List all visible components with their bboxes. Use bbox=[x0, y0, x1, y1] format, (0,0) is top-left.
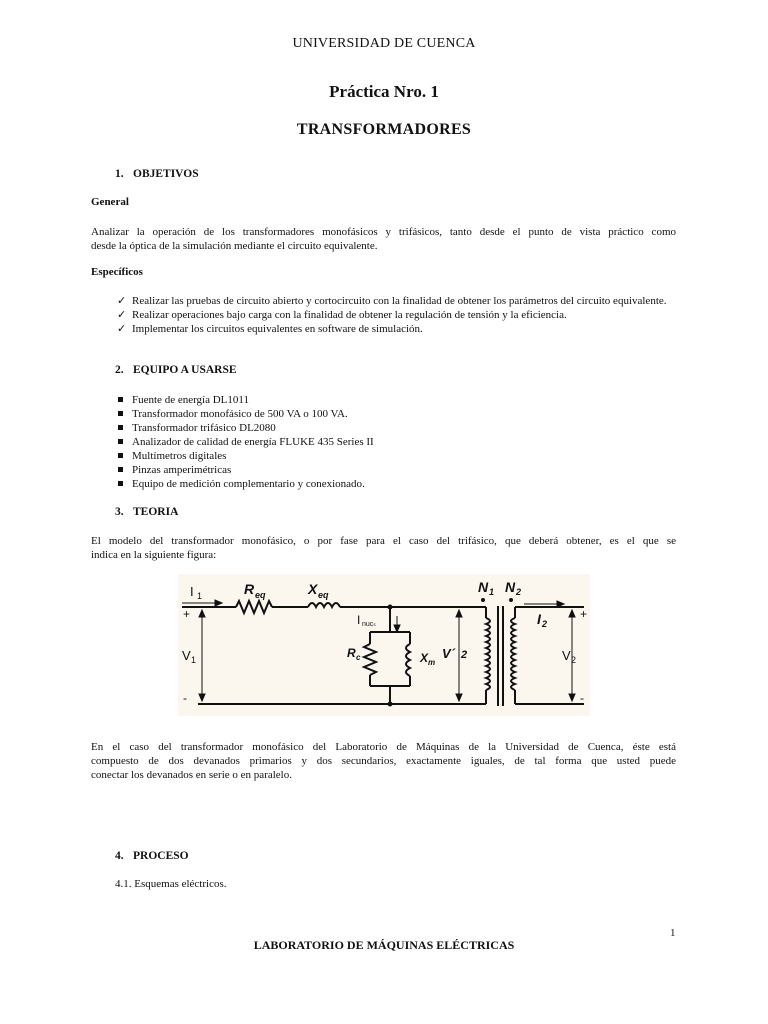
bullet-icon bbox=[118, 411, 123, 416]
n2-subscript: 2 bbox=[516, 587, 522, 597]
section-heading-process: 4. PROCESO bbox=[115, 850, 189, 862]
v1-label: V bbox=[182, 648, 191, 663]
list-item: Equipo de medición complementario y conexionado. bbox=[117, 477, 374, 491]
specific-heading: Específicos bbox=[91, 266, 143, 278]
bullet-icon bbox=[118, 439, 123, 444]
footer-lab-name: LABORATORIO DE MÁQUINAS ELÉCTRICAS bbox=[253, 938, 515, 952]
list-item: ✓ Realizar operaciones bajo carga con la finalidad de obtener la regulación de tensión y la eficiencia. bbox=[117, 309, 567, 321]
list-item: Fuente de energía DL1011 bbox=[117, 393, 374, 407]
list-item: Transformador monofásico de 500 VA o 100 VA. bbox=[117, 407, 374, 421]
rc-label: R bbox=[347, 646, 356, 660]
minus-right-label: - bbox=[580, 691, 584, 705]
i2-label: I bbox=[537, 611, 541, 627]
list-item: Analizador de calidad de energía FLUKE 435 Series II bbox=[117, 435, 374, 449]
practice-number: Práctica Nro. 1 bbox=[329, 82, 439, 101]
n1-subscript: 1 bbox=[489, 587, 495, 597]
document-title: TRANSFORMADORES bbox=[296, 121, 472, 138]
equipment-list bbox=[117, 393, 374, 491]
list-item: Multímetros digitales bbox=[117, 449, 374, 463]
req-subscript: eq bbox=[255, 590, 266, 600]
i1-label: I bbox=[190, 584, 194, 599]
section-heading-objectives: 1. OBJETIVOS bbox=[115, 168, 199, 180]
v2-prime-subscript: 2 bbox=[461, 649, 468, 661]
plus-right-label: + bbox=[580, 607, 588, 621]
list-item: Transformador trifásico DL2080 bbox=[117, 421, 374, 435]
general-heading: General bbox=[91, 196, 129, 208]
rc-subscript: c bbox=[356, 653, 361, 662]
general-paragraph: Analizar la operación de los transformadores monofásicos y trifásicos, tanto desde el punto de vista práctico como desde la óptica de la simulación mediante el circuito equivalente. bbox=[91, 226, 676, 252]
i1-subscript: 1 bbox=[197, 591, 203, 601]
req-label: R bbox=[244, 581, 255, 597]
v1-subscript: 1 bbox=[191, 655, 197, 665]
list-item: Pinzas amperimétricas bbox=[117, 463, 374, 477]
xeq-subscript: eq bbox=[318, 590, 329, 600]
plus-left-label: + bbox=[183, 607, 191, 621]
check-icon: ✓ bbox=[117, 309, 127, 321]
xeq-label: X bbox=[308, 581, 318, 597]
list-item: ✓ Implementar los circuitos equivalentes en software de simulación. bbox=[117, 323, 423, 335]
university-header: UNIVERSIDAD DE CUENCA bbox=[292, 36, 476, 51]
n2-label: N bbox=[505, 579, 516, 595]
check-icon: ✓ bbox=[117, 295, 127, 307]
bullet-icon bbox=[118, 453, 123, 458]
minus-left-label: - bbox=[183, 691, 187, 705]
node-dot bbox=[388, 702, 393, 707]
polarity-dot bbox=[509, 598, 513, 602]
specific-objectives-list bbox=[117, 294, 687, 336]
figure-background bbox=[178, 574, 590, 716]
section-heading-equipment: 2. EQUIPO A USARSE bbox=[115, 364, 237, 376]
xm-label: X bbox=[420, 651, 429, 665]
list-item: ✓ Realizar las pruebas de circuito abierto y cortocircuito con la finalidad de obtener los parámetros del circuito equivalente. bbox=[117, 295, 667, 307]
xm-subscript: m bbox=[428, 658, 436, 667]
subsection-electrical-schemes: 4.1. Esquemas eléctricos. bbox=[115, 878, 227, 890]
theory-after-paragraph: En el caso del transformador monofásico del Laboratorio de Máquinas de la Universidad de Cuenca, éste está compuesto de dos devanados primarios y dos secundarios, exactamente iguales, de tal forma que usted puede conectar los devanados en serie o en paralelo. bbox=[91, 741, 676, 781]
bullet-icon bbox=[118, 481, 123, 486]
polarity-dot bbox=[481, 598, 485, 602]
v2-label: V bbox=[562, 648, 571, 663]
v2-subscript: 2 bbox=[571, 655, 577, 665]
n1-label: N bbox=[478, 579, 489, 595]
bullet-icon bbox=[118, 467, 123, 472]
node-dot bbox=[388, 605, 393, 610]
bullet-icon bbox=[118, 397, 123, 402]
theory-intro-paragraph: El modelo del transformador monofásico, o por fase para el caso del trifásico, que deberá obtener, es el que se indica en la siguiente figura: bbox=[91, 535, 676, 561]
v2-prime-label: V´ bbox=[442, 646, 455, 661]
bullet-icon bbox=[118, 425, 123, 430]
page-number: 1 bbox=[670, 927, 676, 939]
section-heading-theory: 3. TEORIA bbox=[115, 506, 179, 518]
check-icon: ✓ bbox=[117, 323, 127, 335]
inucs-subscript: nucₛ bbox=[362, 621, 376, 628]
i2-subscript: 2 bbox=[542, 619, 548, 629]
inucs-label: I bbox=[357, 613, 361, 627]
transformer-equivalent-circuit bbox=[178, 574, 590, 716]
